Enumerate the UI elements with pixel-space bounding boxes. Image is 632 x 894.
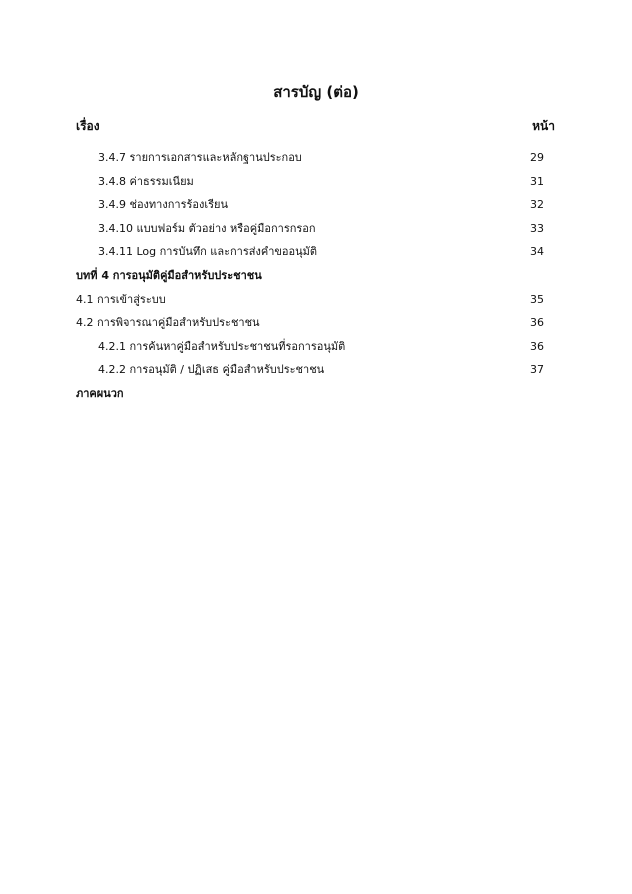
toc-entry [0, 146, 632, 170]
toc-entry [0, 358, 632, 382]
toc-entry [0, 170, 632, 194]
toc-entry-label: 4.1 การเข้าสู่ระบบ [76, 292, 166, 306]
toc-entry [0, 193, 632, 217]
toc-entry-page: 36 [530, 316, 544, 330]
toc-entry-page: 32 [530, 198, 544, 212]
toc-entry-label: 4.2.2 การอนุมัติ / ปฏิเสธ คู่มือสำหรับประชาชน [98, 363, 325, 377]
toc-entry-page: 33 [530, 221, 544, 235]
toc-entry-page: 34 [530, 245, 544, 259]
toc-entry [0, 335, 632, 359]
toc-entry-page: 35 [530, 292, 544, 306]
toc-entry [0, 217, 632, 241]
page-column-header: หน้า [532, 119, 555, 133]
table-of-contents [0, 146, 632, 406]
toc-entry-page: 31 [530, 174, 544, 188]
toc-entry-label: 4.2 การพิจารณาคู่มือสำหรับประชาชน [76, 316, 260, 330]
toc-entry-page: 37 [530, 363, 544, 377]
toc-entry-page: 29 [530, 151, 544, 164]
toc-entry-label: 3.4.8 ค่าธรรมเนียม [98, 174, 194, 188]
toc-appendix-heading [0, 382, 632, 406]
page-title: สารบัญ (ต่อ) [273, 83, 359, 101]
subject-column-header: เรื่อง [76, 119, 100, 133]
toc-entry-page: 36 [530, 339, 544, 353]
toc-entry-label: 3.4.9 ช่องทางการร้องเรียน [98, 198, 228, 212]
toc-chapter-heading [0, 264, 632, 288]
toc-entry-label: 3.4.11 Log การบันทึก และการส่งคำขออนุมัติ [98, 245, 318, 259]
toc-entry-label: บทที่ 4 การอนุมัติคู่มือสำหรับประชาชน [76, 268, 262, 282]
toc-entry [0, 240, 632, 264]
toc-entry-label: 4.2.1 การค้นหาคู่มือสำหรับประชาชนที่รอการอนุมัติ [98, 339, 346, 353]
toc-entry-label: 3.4.7 รายการเอกสารและหลักฐานประกอบ [98, 151, 302, 164]
toc-entry [0, 311, 632, 335]
toc-entry-label: ภาคผนวก [76, 386, 124, 400]
toc-entry-label: 3.4.10 แบบฟอร์ม ตัวอย่าง หรือคู่มือการกรอก [98, 221, 316, 235]
toc-entry [0, 288, 632, 312]
